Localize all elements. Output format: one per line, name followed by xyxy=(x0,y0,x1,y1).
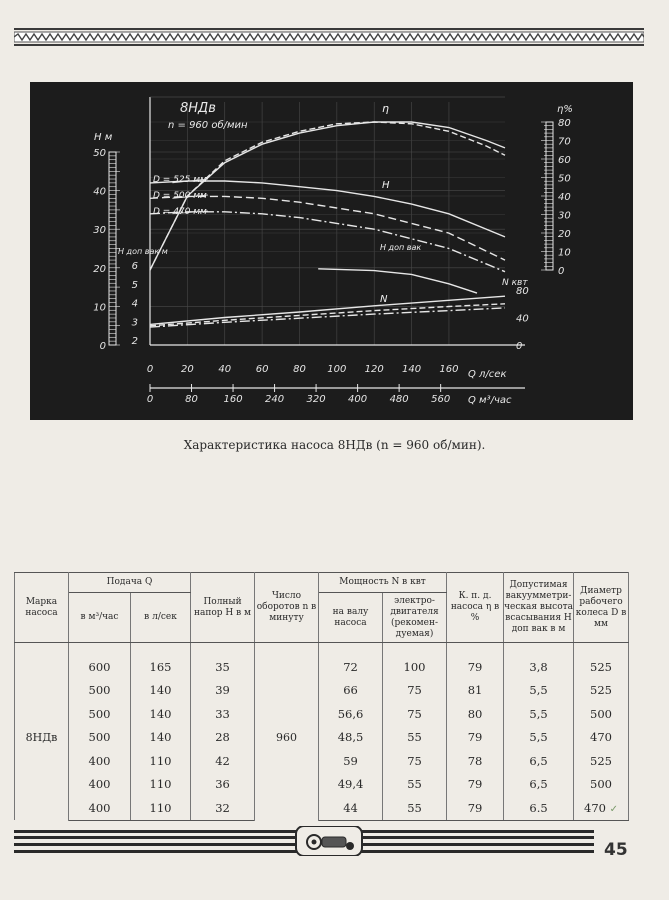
n-axis-label: N квт xyxy=(502,278,528,288)
h-tick-label: 10 xyxy=(93,302,106,314)
cell-head: 36 xyxy=(191,773,255,797)
header-flow-ls: в л/сек xyxy=(131,593,191,643)
x2-tick-label: 160 xyxy=(223,394,243,405)
top-ornament-band xyxy=(14,26,644,48)
cell-q-m3: 500 xyxy=(69,726,131,750)
cell-power-motor: 75 xyxy=(383,749,447,773)
cell-q-ls: 140 xyxy=(131,726,191,750)
eta-tick-label: 0 xyxy=(558,266,565,277)
h-tick-label: 30 xyxy=(93,225,106,237)
n-tick-label: 0 xyxy=(516,341,523,352)
cell-q-ls: 165 xyxy=(131,655,191,679)
cell-npsh: 6.5 xyxy=(504,796,574,820)
cell-power-motor: 100 xyxy=(383,655,447,679)
eta-tick-label: 70 xyxy=(558,136,571,148)
h-axis-label: H м xyxy=(94,132,113,143)
h-tick-label: 20 xyxy=(93,263,106,275)
cell-npsh: 3,8 xyxy=(504,655,574,679)
x2-tick-label: 560 xyxy=(431,394,451,405)
x2-tick-label: 320 xyxy=(306,394,326,405)
header-flow: Подача Q xyxy=(69,573,191,593)
cell-q-ls: 140 xyxy=(131,702,191,726)
cell-head: 28 xyxy=(191,726,255,750)
pump-characteristic-chart xyxy=(30,82,633,420)
cell-q-m3: 600 xyxy=(69,655,131,679)
cell-q-m3: 500 xyxy=(69,702,131,726)
speed-label: n = 960 об/мин xyxy=(168,120,248,131)
cell-power-shaft: 72 xyxy=(319,655,383,679)
header-brand: Марка насоса xyxy=(15,573,69,643)
pump-data-table xyxy=(14,572,629,821)
chart-caption: Характеристика насоса 8НДв (n = 960 об/мин). xyxy=(183,438,486,452)
header-flow-m3h: в м³/час xyxy=(69,593,131,643)
eta-curve-label: η xyxy=(382,102,389,115)
x-tick-label: 0 xyxy=(146,364,154,375)
cell-diameter: 470 xyxy=(574,726,629,750)
series-line-1 xyxy=(150,196,505,260)
x-tick-label: 80 xyxy=(293,364,306,375)
cell-q-ls: 110 xyxy=(131,773,191,797)
cell-npsh: 5,5 xyxy=(504,726,574,750)
table-row xyxy=(15,749,629,773)
header-diameter: Диаметр рабочего колеса D в мм xyxy=(574,573,629,643)
npsh-axis-label: H доп вак м xyxy=(118,247,168,256)
series-line-7 xyxy=(150,308,505,327)
cell-npsh: 5,5 xyxy=(504,702,574,726)
eta-tick-label: 50 xyxy=(558,173,571,185)
x2-tick-label: 240 xyxy=(265,394,285,405)
table-row xyxy=(15,655,629,679)
cell-q-m3: 400 xyxy=(69,796,131,820)
diameter-label-525: D = 525 мм xyxy=(153,175,207,185)
cell-power-shaft: 66 xyxy=(319,679,383,703)
cell-efficiency: 81 xyxy=(447,679,504,703)
npsh-tick-label: 4 xyxy=(131,298,138,310)
cell-head: 39 xyxy=(191,679,255,703)
cell-efficiency: 80 xyxy=(447,702,504,726)
cell-diameter-value: 470 xyxy=(584,800,606,815)
series-line-6 xyxy=(150,304,505,326)
table-row xyxy=(15,773,629,797)
cell-npsh: 6,5 xyxy=(504,773,574,797)
cell-q-m3: 500 xyxy=(69,679,131,703)
x2-tick-label: 80 xyxy=(185,394,198,405)
model-title: 8НДв xyxy=(180,101,216,116)
cell-head: 35 xyxy=(191,655,255,679)
x2-tick-label: 0 xyxy=(146,394,154,405)
h-tick-label: 40 xyxy=(93,186,106,198)
cell-diameter: 500 xyxy=(574,773,629,797)
cell-power-shaft: 59 xyxy=(319,749,383,773)
cell-head: 33 xyxy=(191,702,255,726)
eta-tick-label: 60 xyxy=(558,155,571,166)
header-efficiency: К. п. д. насоса η в % xyxy=(447,573,504,643)
npsh-tick-label: 3 xyxy=(131,317,138,329)
diameter-label-470: D = 470 мм xyxy=(153,207,207,217)
x-tick-label: 20 xyxy=(181,364,194,375)
npsh-curve-label: H доп вак xyxy=(380,243,422,252)
chart-svg xyxy=(30,82,633,420)
cell-head: 32 xyxy=(191,796,255,820)
cell-brand: 8НДв xyxy=(15,655,69,820)
x-tick-label: 140 xyxy=(402,364,422,375)
cell-diameter xyxy=(574,796,629,820)
series-line-2 xyxy=(150,212,505,272)
bottom-ornament-band xyxy=(14,826,594,856)
header-npsh: Допустимая вакуумметри-ческая высота всасывания H доп вак в м xyxy=(504,573,574,643)
cell-q-m3: 400 xyxy=(69,773,131,797)
cell-efficiency: 79 xyxy=(447,655,504,679)
cell-q-ls: 110 xyxy=(131,796,191,820)
cell-power-motor: 55 xyxy=(383,773,447,797)
cell-efficiency: 78 xyxy=(447,749,504,773)
page-number: 45 xyxy=(604,840,628,860)
cell-efficiency: 79 xyxy=(447,726,504,750)
x-tick-label: 120 xyxy=(364,364,384,375)
n-tick-label: 40 xyxy=(516,313,529,325)
cell-q-ls: 110 xyxy=(131,749,191,773)
q-ls-axis-label: Q л/сек xyxy=(468,369,507,380)
diameter-label-500: D = 500 мм xyxy=(153,191,207,201)
cell-diameter: 525 xyxy=(574,655,629,679)
n-tick-label: 80 xyxy=(516,286,529,297)
h-curve-label: H xyxy=(382,180,390,191)
cell-efficiency: 79 xyxy=(447,796,504,820)
check-mark-icon: ✓ xyxy=(609,803,619,815)
x-tick-label: 160 xyxy=(439,364,459,375)
emblem-icon xyxy=(296,826,362,856)
table-row xyxy=(15,726,629,750)
eta-tick-label: 10 xyxy=(558,247,571,259)
cell-q-m3: 400 xyxy=(69,749,131,773)
series-line-8 xyxy=(318,269,477,293)
x-tick-label: 100 xyxy=(327,364,347,375)
cell-rpm: 960 xyxy=(255,655,319,820)
eta-tick-label: 20 xyxy=(558,229,571,240)
npsh-tick-label: 2 xyxy=(131,336,138,347)
cell-diameter: 525 xyxy=(574,679,629,703)
cell-diameter: 500 xyxy=(574,702,629,726)
cell-npsh: 5,5 xyxy=(504,679,574,703)
x-tick-label: 40 xyxy=(218,364,232,375)
h-tick-label: 0 xyxy=(99,341,106,352)
eta-tick-label: 40 xyxy=(558,192,571,203)
cell-power-motor: 75 xyxy=(383,679,447,703)
h-tick-label: 50 xyxy=(93,148,106,159)
cell-power-motor: 55 xyxy=(383,726,447,750)
eta-tick-label: 30 xyxy=(558,210,571,222)
eta-tick-label: 80 xyxy=(558,118,571,129)
table-row xyxy=(15,702,629,726)
header-head: Полный напор H в м xyxy=(191,573,255,643)
cell-q-ls: 140 xyxy=(131,679,191,703)
x-tick-label: 60 xyxy=(255,364,269,375)
cell-diameter: 525 xyxy=(574,749,629,773)
table-row xyxy=(15,679,629,703)
cell-power-shaft: 56,6 xyxy=(319,702,383,726)
npsh-tick-label: 6 xyxy=(131,261,138,272)
q-m3h-axis-label: Q м³/час xyxy=(468,395,512,406)
x2-tick-label: 480 xyxy=(389,394,409,405)
cell-power-shaft: 49,4 xyxy=(319,773,383,797)
header-power: Мощность N в квт xyxy=(319,573,447,593)
table-row xyxy=(15,796,629,820)
cell-npsh: 6,5 xyxy=(504,749,574,773)
npsh-tick-label: 5 xyxy=(131,279,138,291)
cell-power-shaft: 48,5 xyxy=(319,726,383,750)
n-curve-label: N xyxy=(380,294,388,305)
header-rpm: Число оборотов n в минуту xyxy=(255,573,319,643)
eta-axis-label: η% xyxy=(557,104,573,115)
header-power-shaft: на валу насоса xyxy=(319,593,383,643)
cell-power-shaft: 44 xyxy=(319,796,383,820)
cell-power-motor: 55 xyxy=(383,796,447,820)
cell-head: 42 xyxy=(191,749,255,773)
x2-tick-label: 400 xyxy=(348,394,368,405)
cell-efficiency: 79 xyxy=(447,773,504,797)
cell-power-motor: 75 xyxy=(383,702,447,726)
header-power-motor: электро-двигателя (рекомен-дуемая) xyxy=(383,593,447,643)
